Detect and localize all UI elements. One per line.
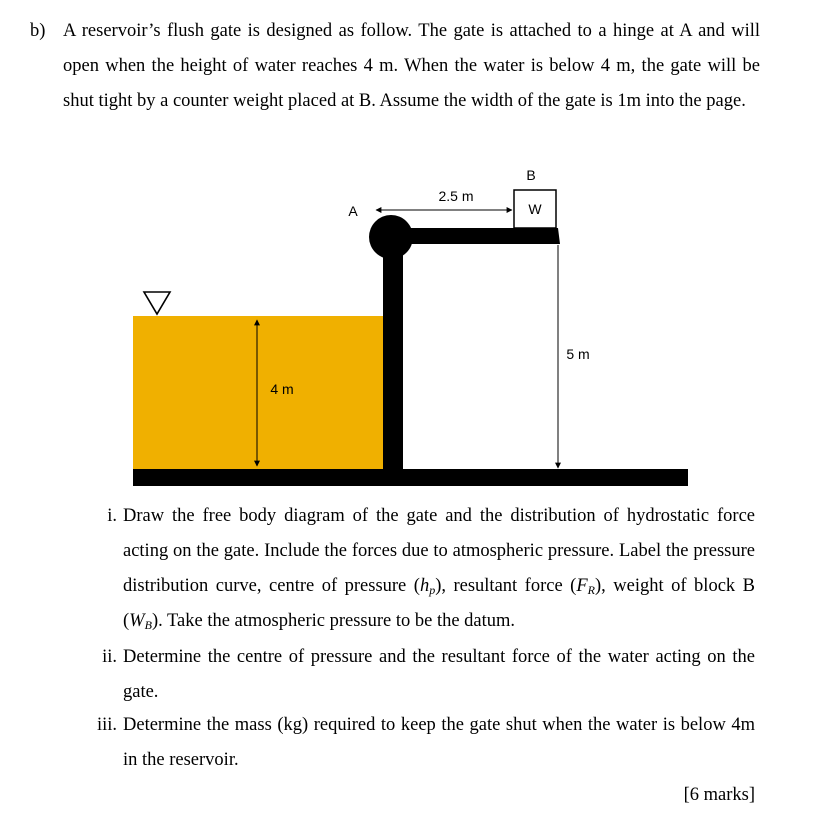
question-i-part1: Draw the free body diagram of the gate and the distribution of hydrostatic force acting on the gate. Include the forces due to atmospheric pressure. Label the pressure distribution curve, centre of pressure (	[123, 506, 755, 596]
hp-var: h	[419, 576, 430, 596]
dimension-water-depth-label: 4 m	[270, 381, 294, 397]
wb-var: W	[129, 611, 145, 631]
question-iii-number: iii.	[96, 715, 117, 735]
point-a-label: A	[348, 203, 358, 219]
question-i	[85, 499, 755, 639]
marks-label: [6 marks]	[683, 785, 755, 805]
question-ii	[85, 640, 755, 710]
question-iii-text: Determine the mass (kg) required to keep the gate shut when the water is below 4m in the reservoir.	[123, 715, 755, 770]
weight-label: W	[528, 201, 542, 217]
hp-sub: p	[429, 583, 436, 597]
question-i-part4: ). Take the atmospheric pressure to be the datum.	[151, 611, 516, 631]
intro-text: A reservoir’s flush gate is designed as follow. The gate is attached to a hinge at A and will open when the height of water reaches 4 m. When the water is below 4 m, the gate will be shut tight by a counter weight placed at B. Assume the width of the gate is 1m into the page.	[63, 21, 760, 111]
ground-base	[133, 469, 688, 486]
point-b-label: B	[526, 167, 536, 183]
arm-tip	[548, 228, 560, 244]
hinge-circle	[369, 215, 413, 259]
question-iii	[85, 708, 755, 778]
question-i-number: i.	[107, 506, 117, 526]
wb-sub: B	[144, 618, 152, 632]
gate-wall	[383, 238, 403, 473]
question-ii-number: ii.	[102, 647, 117, 667]
water-body	[133, 316, 383, 469]
question-i-part3: ), weight of block B (	[123, 576, 755, 631]
dimension-gate-height-label: 5 m	[566, 346, 590, 362]
question-ii-text: Determine the centre of pressure and the resultant force of the water acting on the gate.	[123, 647, 755, 702]
fr-sub: R	[587, 583, 595, 597]
dimension-horizontal-label: 2.5 m	[438, 188, 474, 204]
free-surface-triangle-icon	[144, 292, 170, 314]
fr-var: F	[576, 576, 588, 596]
gate-arm	[393, 228, 558, 244]
question-i-text	[123, 499, 755, 639]
question-i-part2: ), resultant force (	[435, 576, 577, 596]
part-label: b)	[30, 21, 46, 41]
